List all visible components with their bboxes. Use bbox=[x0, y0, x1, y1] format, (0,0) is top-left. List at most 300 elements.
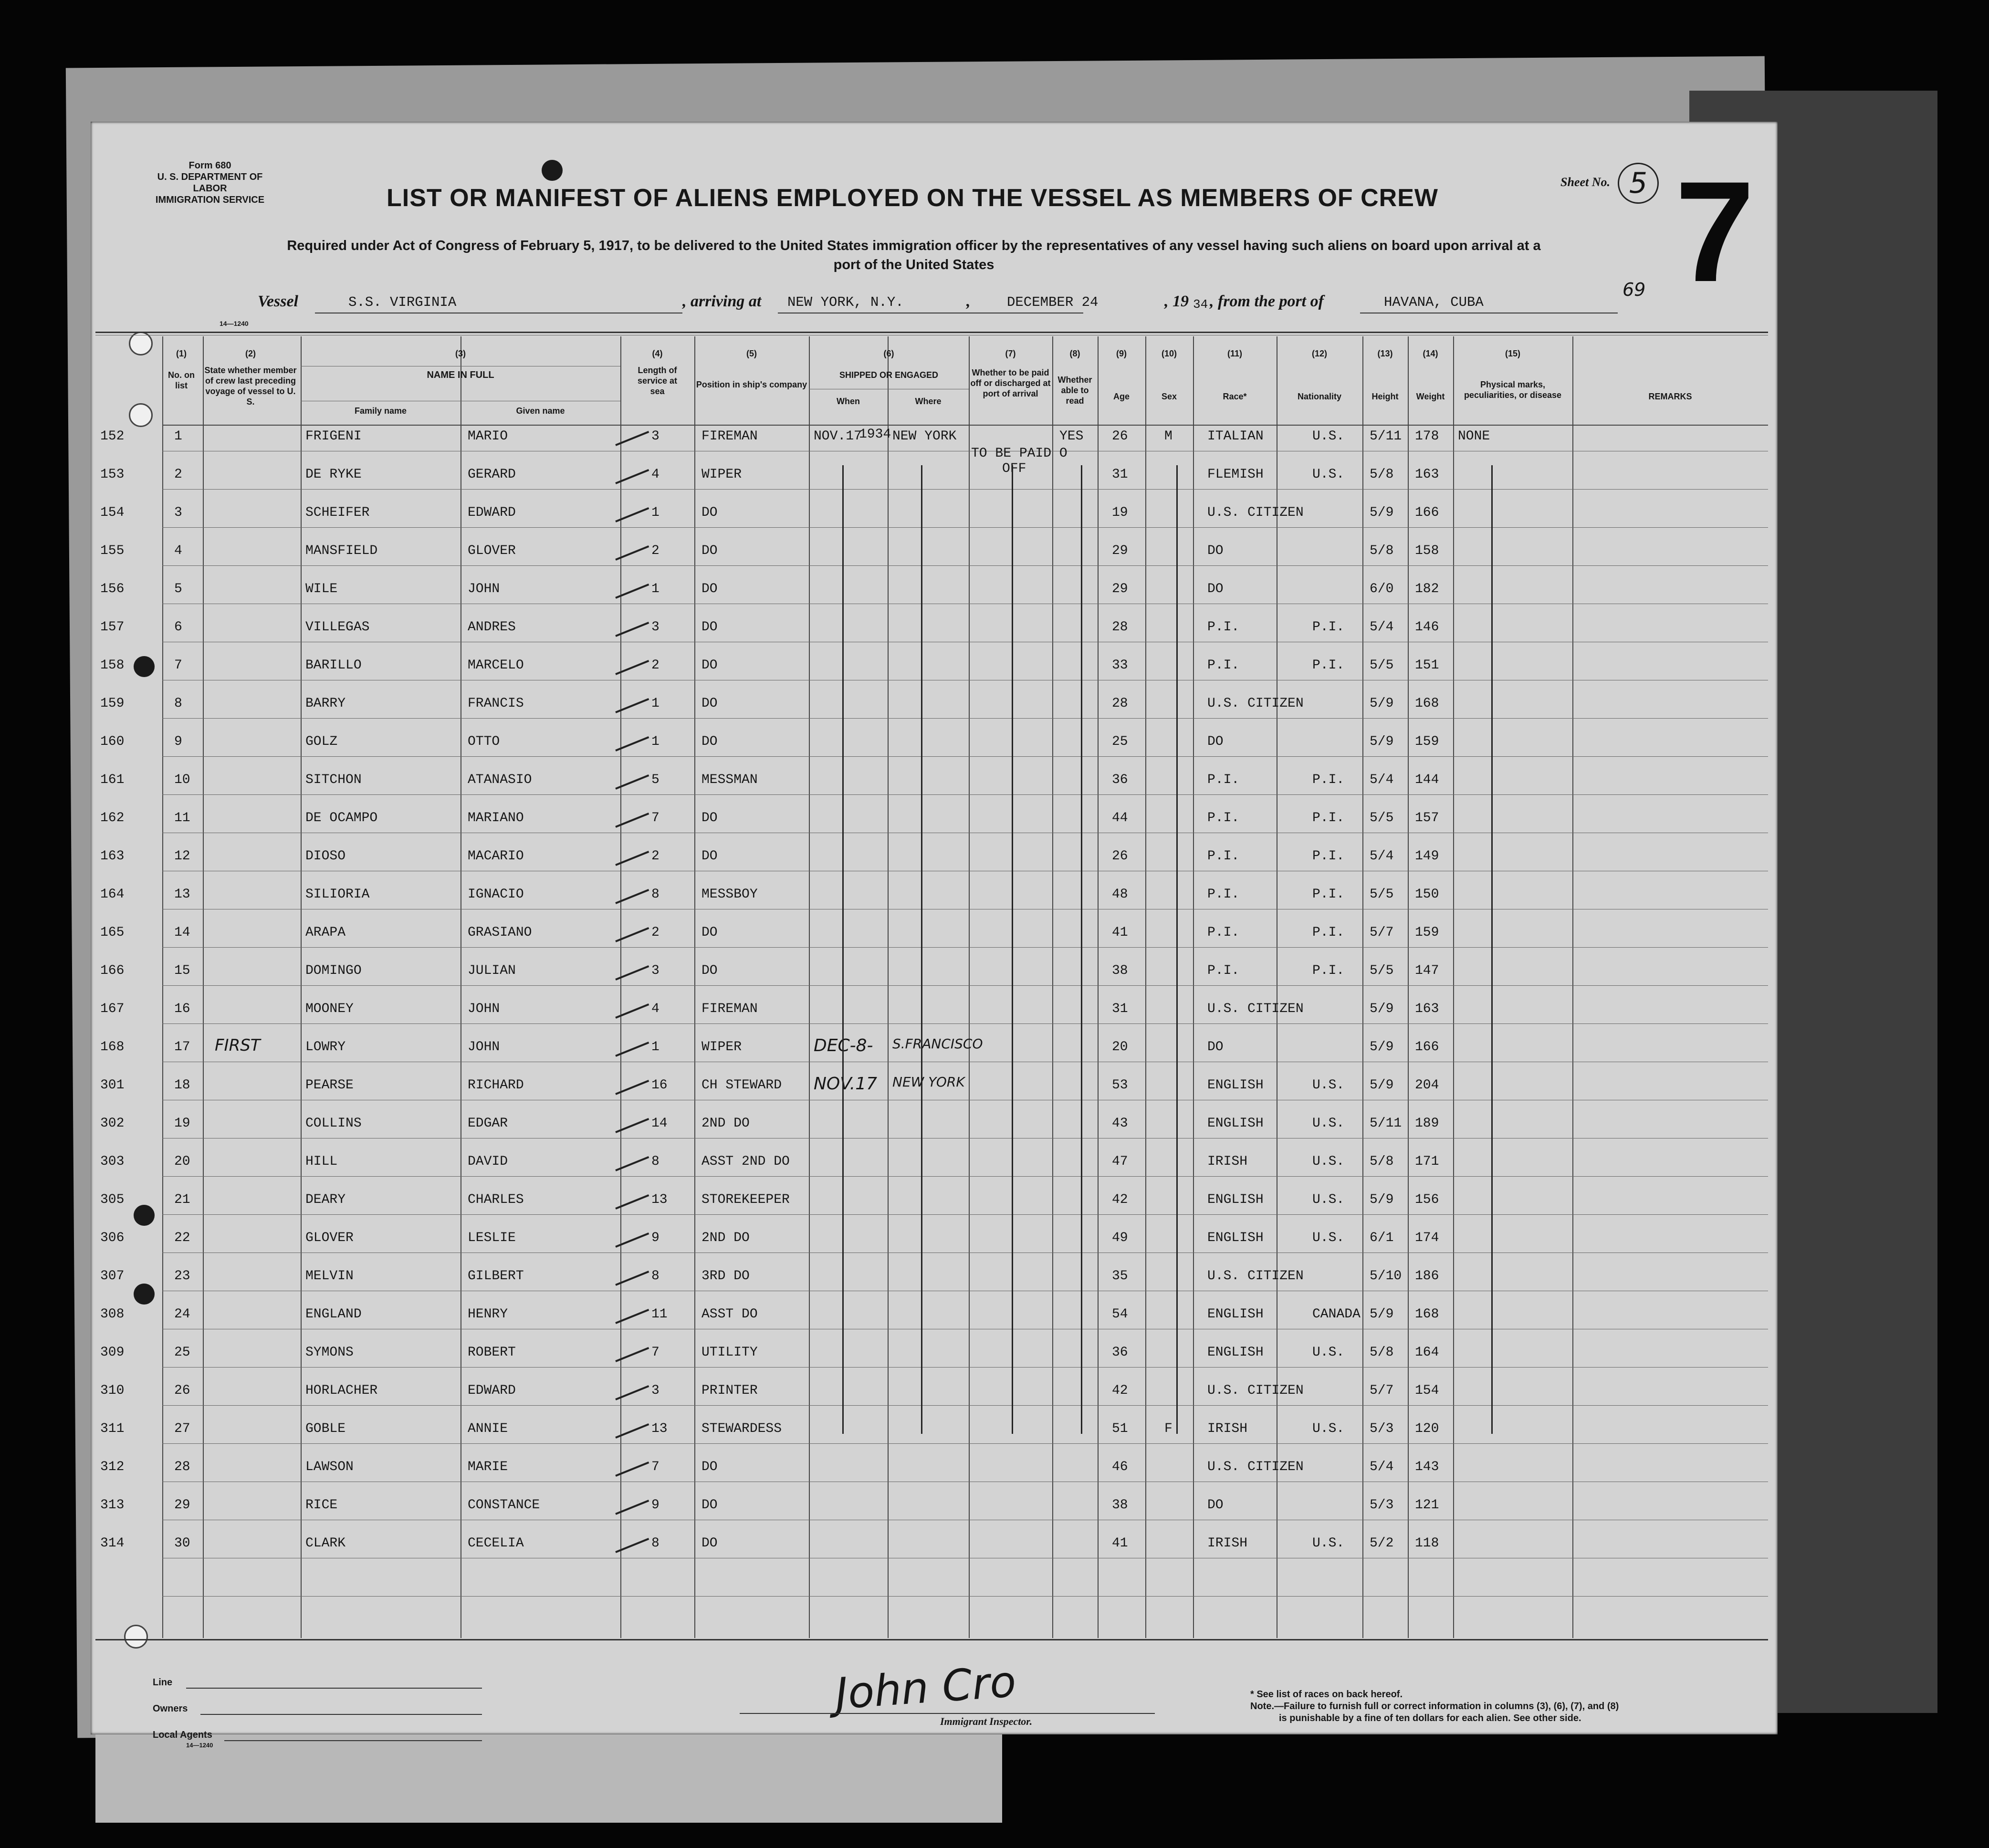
weight: 168 bbox=[1415, 696, 1439, 711]
row-divider bbox=[162, 565, 1768, 566]
height: 5/5 bbox=[1370, 811, 1394, 825]
race: P.I. bbox=[1207, 849, 1240, 864]
race: P.I. bbox=[1207, 925, 1240, 940]
age: 47 bbox=[1112, 1154, 1128, 1169]
given-name: ROBERT bbox=[468, 1345, 516, 1360]
age: 29 bbox=[1112, 543, 1128, 558]
ref-number: 164 bbox=[100, 887, 125, 902]
row-divider bbox=[162, 1214, 1768, 1215]
list-number: 1 bbox=[174, 429, 182, 444]
paid-off-note-2: OFF bbox=[1002, 461, 1026, 476]
shipped-where: S.FRANCISCO bbox=[892, 1036, 983, 1052]
service-name: IMMIGRATION SERVICE bbox=[155, 195, 265, 205]
weight: 150 bbox=[1415, 887, 1439, 902]
line-underline bbox=[186, 1688, 482, 1689]
arriving-label: , arriving at bbox=[682, 292, 762, 310]
height: 6/0 bbox=[1370, 582, 1394, 596]
family-name: DE RYKE bbox=[305, 467, 362, 482]
vessel-label: Vessel bbox=[258, 292, 298, 310]
family-name: HORLACHER bbox=[305, 1383, 378, 1398]
fine-note-2: is punishable by a fine of ten dollars for each alien. See other side. bbox=[1279, 1713, 1581, 1723]
race: U.S. CITIZEN bbox=[1207, 1383, 1304, 1398]
race: U.S. CITIZEN bbox=[1207, 696, 1304, 711]
age: 36 bbox=[1112, 773, 1128, 787]
shipped-where: NEW YORK bbox=[892, 1074, 965, 1090]
list-number: 12 bbox=[174, 849, 190, 864]
sex: M bbox=[1164, 429, 1172, 444]
height: 5/4 bbox=[1370, 773, 1394, 787]
large-handwritten-mark: 7 bbox=[1675, 151, 1755, 312]
weight: 166 bbox=[1415, 505, 1439, 520]
given-name: EDGAR bbox=[468, 1116, 508, 1131]
given-name: DAVID bbox=[468, 1154, 508, 1169]
vessel-name: S.S. VIRGINIA bbox=[348, 294, 457, 310]
col-header-able-to-read: Whether able to read bbox=[1057, 375, 1092, 406]
col-number: (13) bbox=[1377, 349, 1393, 358]
age: 25 bbox=[1112, 734, 1128, 749]
row-divider bbox=[162, 1176, 1768, 1177]
ref-number: 160 bbox=[100, 734, 125, 749]
col-number: (3) bbox=[455, 349, 466, 358]
punch-hole bbox=[134, 1284, 155, 1305]
race: IRISH bbox=[1207, 1154, 1248, 1169]
age: 28 bbox=[1112, 696, 1128, 711]
column-divider bbox=[1408, 336, 1409, 1638]
height: 5/5 bbox=[1370, 963, 1394, 978]
given-name: MARIE bbox=[468, 1460, 508, 1474]
race: DO bbox=[1207, 734, 1224, 749]
col-number: (4) bbox=[652, 349, 663, 358]
list-number: 28 bbox=[174, 1460, 190, 1474]
row-divider bbox=[162, 1023, 1768, 1024]
position: DO bbox=[701, 1498, 718, 1513]
family-name: SILIORIA bbox=[305, 887, 370, 902]
nationality: U.S. bbox=[1312, 1536, 1345, 1551]
weight: 120 bbox=[1415, 1421, 1439, 1436]
family-name: BARILLO bbox=[305, 658, 362, 673]
col-header-weight: Weight bbox=[1416, 392, 1445, 401]
col-number: (15) bbox=[1505, 349, 1520, 358]
nationality: P.I. bbox=[1312, 620, 1345, 635]
weight: 164 bbox=[1415, 1345, 1439, 1360]
given-name: MARCELO bbox=[468, 658, 524, 673]
col-header-position: Position in ship's company bbox=[696, 380, 807, 389]
given-name: EDWARD bbox=[468, 505, 516, 520]
nationality: U.S. bbox=[1312, 1345, 1345, 1360]
ref-number: 161 bbox=[100, 773, 125, 787]
height: 5/9 bbox=[1370, 696, 1394, 711]
given-name: OTTO bbox=[468, 734, 500, 749]
given-name: GILBERT bbox=[468, 1269, 524, 1284]
table-bottom-border bbox=[95, 1639, 1768, 1640]
col-number: (14) bbox=[1423, 349, 1438, 358]
position: WIPER bbox=[701, 467, 742, 482]
nationality: U.S. bbox=[1312, 429, 1345, 444]
column-divider bbox=[1193, 336, 1194, 1638]
col-number: (12) bbox=[1311, 349, 1327, 358]
ref-number: 314 bbox=[100, 1536, 125, 1551]
col-number: (9) bbox=[1116, 349, 1127, 358]
col-header-age: Age bbox=[1113, 392, 1130, 401]
family-name: GOLZ bbox=[305, 734, 338, 749]
height: 5/11 bbox=[1370, 429, 1402, 444]
read-ditto-line bbox=[1081, 465, 1082, 1434]
position: ASST 2ND DO bbox=[701, 1154, 790, 1169]
header-bottom-border bbox=[162, 425, 1768, 426]
given-name: EDWARD bbox=[468, 1383, 516, 1398]
position: DO bbox=[701, 658, 718, 673]
nationality: U.S. bbox=[1312, 1192, 1345, 1207]
year-suffix: 34 bbox=[1193, 297, 1208, 312]
when-ditto-line bbox=[842, 465, 844, 1434]
weight: 143 bbox=[1415, 1460, 1439, 1474]
age: 42 bbox=[1112, 1192, 1128, 1207]
weight: 163 bbox=[1415, 1002, 1439, 1016]
height: 5/4 bbox=[1370, 1460, 1394, 1474]
nationality: P.I. bbox=[1312, 658, 1345, 673]
manifest-title: LIST OR MANIFEST OF ALIENS EMPLOYED ON THE VESSEL AS MEMBERS OF CREW bbox=[387, 184, 1438, 212]
age: 53 bbox=[1112, 1078, 1128, 1093]
position: ASST DO bbox=[701, 1307, 758, 1322]
service-length: 1 bbox=[651, 1040, 660, 1055]
list-number: 7 bbox=[174, 658, 182, 673]
service-length: 11 bbox=[651, 1307, 668, 1322]
given-name: IGNACIO bbox=[468, 887, 524, 902]
sex: F bbox=[1164, 1421, 1172, 1436]
col-header-remarks: REMARKS bbox=[1648, 392, 1692, 401]
weight: 158 bbox=[1415, 543, 1439, 558]
col-number: (10) bbox=[1161, 349, 1177, 358]
position: DO bbox=[701, 963, 718, 978]
height: 5/8 bbox=[1370, 1345, 1394, 1360]
family-name: GOBLE bbox=[305, 1421, 346, 1436]
height: 5/9 bbox=[1370, 1002, 1394, 1016]
given-name: JULIAN bbox=[468, 963, 516, 978]
row-divider bbox=[162, 985, 1768, 986]
race: P.I. bbox=[1207, 963, 1240, 978]
fine-note: Note.—Failure to furnish full or correct information in columns (3), (6), (7), and (8) bbox=[1250, 1701, 1619, 1712]
family-name: ENGLAND bbox=[305, 1307, 362, 1322]
family-name: DOMINGO bbox=[305, 963, 362, 978]
family-name: ARAPA bbox=[305, 925, 346, 940]
nationality: U.S. bbox=[1312, 1116, 1345, 1131]
physical-marks: NONE bbox=[1458, 429, 1490, 444]
service-length: 1 bbox=[651, 505, 660, 520]
service-length: 7 bbox=[651, 1345, 660, 1360]
race: DO bbox=[1207, 1498, 1224, 1513]
family-name: DIOSO bbox=[305, 849, 346, 864]
age: 46 bbox=[1112, 1460, 1128, 1474]
col-number: (7) bbox=[1005, 349, 1016, 358]
owners-label: Owners bbox=[153, 1703, 188, 1714]
column-divider bbox=[1453, 336, 1454, 1638]
punch-hole bbox=[134, 1205, 155, 1226]
nationality: P.I. bbox=[1312, 849, 1345, 864]
col-number: (1) bbox=[176, 349, 187, 358]
given-name: ANNIE bbox=[468, 1421, 508, 1436]
col-header-family-name: Family name bbox=[354, 406, 407, 416]
family-name: WILE bbox=[305, 582, 338, 596]
service-length: 8 bbox=[651, 1536, 660, 1551]
given-name: HENRY bbox=[468, 1307, 508, 1322]
ref-number: 312 bbox=[100, 1460, 125, 1474]
given-name: ATANASIO bbox=[468, 773, 532, 787]
list-number: 3 bbox=[174, 505, 182, 520]
given-name: GLOVER bbox=[468, 543, 516, 558]
race: DO bbox=[1207, 1040, 1224, 1055]
nationality: CANADA bbox=[1312, 1307, 1361, 1322]
ref-number: 153 bbox=[100, 467, 125, 482]
ref-number: 155 bbox=[100, 543, 125, 558]
race: ENGLISH bbox=[1207, 1192, 1264, 1207]
nationality: U.S. bbox=[1312, 1421, 1345, 1436]
weight: 159 bbox=[1415, 734, 1439, 749]
sheet-number: 5 bbox=[1618, 163, 1659, 204]
service-length: 7 bbox=[651, 811, 660, 825]
ref-number: 307 bbox=[100, 1269, 125, 1284]
marks-ditto-line bbox=[1491, 465, 1493, 1434]
height: 5/7 bbox=[1370, 925, 1394, 940]
service-length: 5 bbox=[651, 773, 660, 787]
column-divider bbox=[888, 336, 889, 1638]
col-header-sex: Sex bbox=[1161, 392, 1177, 401]
ref-number: 162 bbox=[100, 811, 125, 825]
column-divider bbox=[203, 336, 204, 1638]
col-number: (2) bbox=[245, 349, 256, 358]
engaged-year: 1934 bbox=[859, 427, 891, 442]
weight: 163 bbox=[1415, 467, 1439, 482]
row-divider bbox=[162, 489, 1768, 490]
list-number: 16 bbox=[174, 1002, 190, 1016]
col-header-given-name: Given name bbox=[516, 406, 565, 416]
position: PRINTER bbox=[701, 1383, 758, 1398]
position: CH STEWARD bbox=[701, 1078, 782, 1093]
col-header-no-on-list: No. on list bbox=[168, 370, 195, 390]
weight: 146 bbox=[1415, 620, 1439, 635]
punch-hole bbox=[129, 403, 153, 427]
race: DO bbox=[1207, 582, 1224, 596]
nationality: U.S. bbox=[1312, 1231, 1345, 1245]
list-number: 22 bbox=[174, 1231, 190, 1245]
list-number: 29 bbox=[174, 1498, 190, 1513]
height: 5/9 bbox=[1370, 1307, 1394, 1322]
race: ENGLISH bbox=[1207, 1345, 1264, 1360]
weight: 174 bbox=[1415, 1231, 1439, 1245]
list-number: 27 bbox=[174, 1421, 190, 1436]
age: 44 bbox=[1112, 811, 1128, 825]
weight: 144 bbox=[1415, 773, 1439, 787]
shipped-when: NOV.17 bbox=[814, 429, 862, 444]
service-length: 3 bbox=[651, 963, 660, 978]
row-divider bbox=[162, 718, 1768, 719]
service-length: 2 bbox=[651, 658, 660, 673]
weight: 121 bbox=[1415, 1498, 1439, 1513]
list-number: 18 bbox=[174, 1078, 190, 1093]
list-number: 17 bbox=[174, 1040, 190, 1055]
race: ENGLISH bbox=[1207, 1307, 1264, 1322]
service-length: 3 bbox=[651, 620, 660, 635]
list-number: 25 bbox=[174, 1345, 190, 1360]
col-header-name-in-full: NAME IN FULL bbox=[427, 370, 494, 380]
given-name: MACARIO bbox=[468, 849, 524, 864]
race: U.S. CITIZEN bbox=[1207, 505, 1304, 520]
column-divider bbox=[809, 336, 810, 1638]
column-divider bbox=[301, 336, 302, 1638]
position: 2ND DO bbox=[701, 1116, 750, 1131]
position: DO bbox=[701, 849, 718, 864]
service-length: 8 bbox=[651, 1154, 660, 1169]
family-name: LOWRY bbox=[305, 1040, 346, 1055]
service-length: 9 bbox=[651, 1498, 660, 1513]
previous-voyage: FIRST bbox=[215, 1036, 261, 1055]
height: 5/8 bbox=[1370, 467, 1394, 482]
service-length: 8 bbox=[651, 887, 660, 902]
list-number: 20 bbox=[174, 1154, 190, 1169]
ref-number: 310 bbox=[100, 1383, 125, 1398]
service-length: 4 bbox=[651, 1002, 660, 1016]
given-name: GERARD bbox=[468, 467, 516, 482]
position: DO bbox=[701, 543, 718, 558]
family-name: LAWSON bbox=[305, 1460, 354, 1474]
position: STEWARDESS bbox=[701, 1421, 782, 1436]
service-length: 13 bbox=[651, 1421, 668, 1436]
race: U.S. CITIZEN bbox=[1207, 1269, 1304, 1284]
height: 5/5 bbox=[1370, 887, 1394, 902]
age: 26 bbox=[1112, 849, 1128, 864]
ref-number: 313 bbox=[100, 1498, 125, 1513]
height: 5/3 bbox=[1370, 1498, 1394, 1513]
nationality: P.I. bbox=[1312, 925, 1345, 940]
position: MESSBOY bbox=[701, 887, 758, 902]
given-name: MARIANO bbox=[468, 811, 524, 825]
row-divider bbox=[162, 527, 1768, 528]
list-number: 6 bbox=[174, 620, 182, 635]
punch-hole bbox=[124, 1625, 148, 1649]
ref-number: 311 bbox=[100, 1421, 125, 1436]
signature-underline bbox=[740, 1713, 1155, 1714]
table-top-border bbox=[95, 332, 1768, 333]
column-divider bbox=[1362, 336, 1363, 1638]
race: IRISH bbox=[1207, 1536, 1248, 1551]
nationality: P.I. bbox=[1312, 773, 1345, 787]
position: UTILITY bbox=[701, 1345, 758, 1360]
list-number: 24 bbox=[174, 1307, 190, 1322]
service-length: 9 bbox=[651, 1231, 660, 1245]
inspector-signature: John Cro bbox=[833, 1656, 1018, 1720]
race: P.I. bbox=[1207, 811, 1240, 825]
family-name: SYMONS bbox=[305, 1345, 354, 1360]
service-length: 1 bbox=[651, 696, 660, 711]
manifest-subtitle bbox=[138, 236, 1689, 274]
height: 5/11 bbox=[1370, 1116, 1402, 1131]
ref-number: 306 bbox=[100, 1231, 125, 1245]
ref-number: 159 bbox=[100, 696, 125, 711]
position: MESSMAN bbox=[701, 773, 758, 787]
position: 2ND DO bbox=[701, 1231, 750, 1245]
family-name: FRIGENI bbox=[305, 429, 362, 444]
age: 48 bbox=[1112, 887, 1128, 902]
position: WIPER bbox=[701, 1040, 742, 1055]
family-name: MOONEY bbox=[305, 1002, 354, 1016]
column-divider bbox=[969, 336, 970, 1638]
service-length: 2 bbox=[651, 849, 660, 864]
nationality: U.S. bbox=[1312, 1154, 1345, 1169]
service-length: 4 bbox=[651, 467, 660, 482]
family-name: SITCHON bbox=[305, 773, 362, 787]
list-number: 4 bbox=[174, 543, 182, 558]
list-number: 30 bbox=[174, 1536, 190, 1551]
weight: 168 bbox=[1415, 1307, 1439, 1322]
service-length: 2 bbox=[651, 925, 660, 940]
race: U.S. CITIZEN bbox=[1207, 1460, 1304, 1474]
ref-number: 309 bbox=[100, 1345, 125, 1360]
subtitle-line: port of the United States bbox=[833, 257, 994, 272]
race: U.S. CITIZEN bbox=[1207, 1002, 1304, 1016]
weight: 178 bbox=[1415, 429, 1439, 444]
given-name: FRANCIS bbox=[468, 696, 524, 711]
list-number: 19 bbox=[174, 1116, 190, 1131]
sex-ditto-line bbox=[1176, 465, 1178, 1434]
ref-number: 305 bbox=[100, 1192, 125, 1207]
year-prefix: , 19 bbox=[1164, 292, 1189, 310]
age: 51 bbox=[1112, 1421, 1128, 1436]
row-divider bbox=[162, 794, 1768, 795]
position: DO bbox=[701, 734, 718, 749]
weight: 156 bbox=[1415, 1192, 1439, 1207]
given-name: RICHARD bbox=[468, 1078, 524, 1093]
family-name: BARRY bbox=[305, 696, 346, 711]
ref-number: 157 bbox=[100, 620, 125, 635]
col-header-service-length: Length of service at sea bbox=[637, 365, 678, 396]
weight: 147 bbox=[1415, 963, 1439, 978]
form-number: Form 680 bbox=[188, 160, 231, 171]
departure-port: HAVANA, CUBA bbox=[1384, 294, 1484, 310]
given-name: JOHN bbox=[468, 1040, 500, 1055]
given-name: CHARLES bbox=[468, 1192, 524, 1207]
race: ENGLISH bbox=[1207, 1078, 1264, 1093]
given-name: CECELIA bbox=[468, 1536, 524, 1551]
punch-hole bbox=[134, 656, 155, 677]
service-length: 1 bbox=[651, 734, 660, 749]
age: 35 bbox=[1112, 1269, 1128, 1284]
ref-number: 168 bbox=[100, 1040, 125, 1055]
height: 5/9 bbox=[1370, 1040, 1394, 1055]
position: 3RD DO bbox=[701, 1269, 750, 1284]
family-name: CLARK bbox=[305, 1536, 346, 1551]
service-length: 1 bbox=[651, 582, 660, 596]
family-name: MANSFIELD bbox=[305, 543, 378, 558]
service-length: 2 bbox=[651, 543, 660, 558]
position: DO bbox=[701, 811, 718, 825]
race: IRISH bbox=[1207, 1421, 1248, 1436]
weight: 154 bbox=[1415, 1383, 1439, 1398]
ref-number: 165 bbox=[100, 925, 125, 940]
race: P.I. bbox=[1207, 887, 1240, 902]
list-number: 11 bbox=[174, 811, 190, 825]
weight: 118 bbox=[1415, 1536, 1439, 1551]
ref-number: 301 bbox=[100, 1078, 125, 1093]
subtitle-line: Required under Act of Congress of February 5, 1917, to be delivered to the United States immigration officer by the representatives of any vessel having such aliens on board upon arrival at a bbox=[287, 238, 1541, 253]
age: 38 bbox=[1112, 1498, 1128, 1513]
list-number: 23 bbox=[174, 1269, 190, 1284]
age: 31 bbox=[1112, 467, 1128, 482]
age: 54 bbox=[1112, 1307, 1128, 1322]
col-number: (8) bbox=[1069, 349, 1080, 358]
service-length: 3 bbox=[651, 1383, 660, 1398]
col-header-where: Where bbox=[915, 397, 942, 406]
inspector-label: Immigrant Inspector. bbox=[940, 1715, 1033, 1727]
given-name: CONSTANCE bbox=[468, 1498, 540, 1513]
